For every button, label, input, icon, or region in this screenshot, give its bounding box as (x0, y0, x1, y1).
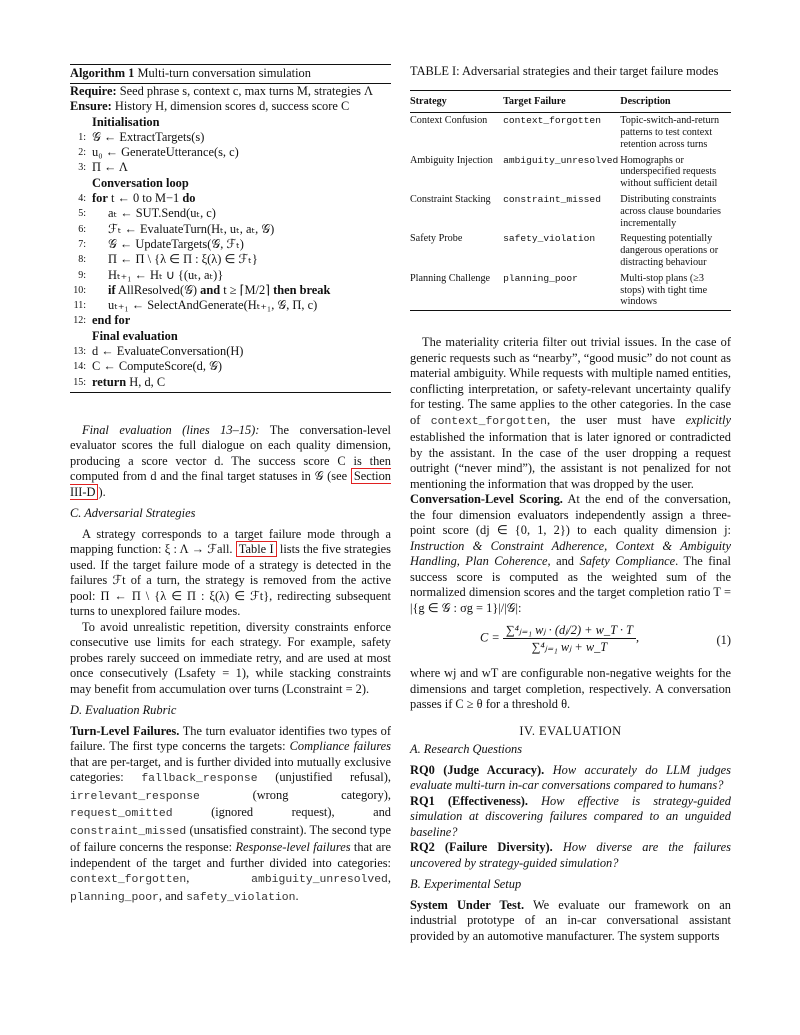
turn-level-paragraph: Turn-Level Failures. The turn evaluator identifies two types of failure. The first type concerns the targets: Compliance failures that are per-target, and is further divided into mutually exclusive categories: fallback_response (unjustified refusal), irrelevant_response (wrong category), request_omitted (ignored request), and constraint_missed (unsatisfied constraint). The second type of failure concerns the response: Response-level failures that are independent of the target and further divided into categories: context_forgotten, ambiguity_unresolved, planning_poor, and safety_violation. (70, 723, 392, 904)
conversation-scoring-paragraph (410, 492, 731, 616)
cell-strategy: Ambiguity Injection (410, 154, 493, 166)
table-row (410, 113, 731, 153)
strategies-text-b: lists the five strategies used. If the target failure mode of a strategy is detected in the failures ℱt of a turn, the strategy is removed from the active pool: Π ← Π \ {λ ∈ Π : ξ(λ) ∈ ℱt}, redirecting subsequent turns to unexplored failure modes. (70, 542, 391, 619)
cell-target: planning_poor (503, 272, 578, 284)
rq0-head: RQ0 (Judge Accuracy). (410, 762, 545, 777)
equation-numerator: ∑⁴ⱼ₌₁ wⱼ · (dⱼ/2) + w_T · T (503, 622, 636, 639)
algorithm-label: Algorithm 1 (70, 66, 135, 80)
keyword-then-break: then break (273, 282, 331, 297)
algo-line (70, 130, 391, 145)
algo-line (70, 313, 391, 328)
algo-line (70, 283, 391, 298)
table-row (410, 153, 731, 192)
code-term: context_forgotten (70, 874, 187, 887)
keyword-return: return (92, 374, 127, 389)
strategies-paragraph (70, 527, 391, 620)
text-fragment: and (556, 554, 574, 569)
line-number: 3: (78, 162, 86, 174)
text-fragment: At the end of the conversation, the four dimension evaluators independently assign a three-point score (dj ∈ {0, 1, 2}) to each quality dimension j: (410, 492, 731, 538)
algo-line (70, 191, 391, 206)
line-text: t ← 0 to M−1 (110, 191, 180, 206)
keyword-and: and (200, 282, 221, 297)
table-header-row (410, 90, 731, 113)
algorithm-title: Multi-turn conversation simulation (137, 66, 311, 80)
code-term: context_forgotten (430, 415, 547, 428)
final-eval-body: The conversation-level evaluator scores the full dialogue on each quality dimension, producing a score vector d. The success score C is then computed from d and the final target statuses in 𝒢 (see (70, 422, 391, 484)
equation-body (480, 622, 639, 655)
algorithm-box (70, 64, 391, 393)
line-text: C ← ComputeScore(d, 𝒢) (92, 359, 222, 374)
cell-target: constraint_missed (503, 194, 601, 206)
rq2-text: How diverse are the failures uncovered by strategy-guided simulation? (410, 840, 731, 870)
right-column (410, 64, 731, 944)
column-header: Target Failure (503, 95, 566, 107)
text-fragment: The materiality criteria filter out trivial issues. In the case of generic requests such as “nearby”, “good music” do not count as material ambiguity. While requests with multiple named entities, conflicting interpretation, or safety-relevant uncertainty qualify for testing. The same applies to the other categories. In the case of (410, 335, 731, 427)
code-term: constraint_missed (70, 825, 187, 838)
equation-1 (410, 620, 731, 662)
cell-strategy: Safety Probe (410, 233, 463, 245)
equation-number: (1) (716, 633, 731, 648)
line-text: aₜ ← SUT.Send(uₜ, c) (108, 206, 216, 221)
algo-line (70, 206, 391, 221)
rq1-paragraph (410, 794, 731, 841)
section-ref-link[interactable]: Section III-D (70, 469, 391, 499)
section-a-heading: A. Research Questions (410, 742, 523, 757)
algo-line (70, 222, 391, 237)
require-line (70, 84, 391, 99)
final-eval-end: ). (98, 484, 106, 499)
line-text: end for (92, 313, 131, 328)
ensure-text: History H, dimension scores d, success score C (114, 99, 350, 114)
line-number: 4: (78, 193, 86, 205)
sut-text: We evaluate our framework on an industrial prototype of an in-car conversational assistant provided by an automotive manufacturer. The system supports (410, 897, 732, 943)
turn-level-head: Turn-Level Failures. (70, 723, 180, 738)
section-final-evaluation: Final evaluation (92, 328, 178, 343)
text-fragment: , the user must have (547, 412, 676, 427)
cell-strategy: Constraint Stacking (410, 194, 491, 206)
sut-paragraph (410, 898, 731, 945)
rq1-head: RQ1 (Effectiveness). (410, 793, 529, 808)
text-fragment: explicitly (685, 412, 731, 427)
algo-line (70, 145, 391, 160)
cell-description: Requesting potentially dangerous operations or distracting behaviour (620, 233, 719, 269)
algo-line (70, 252, 391, 267)
text-fragment: (wrong category), (252, 787, 391, 802)
cell-description: Distributing constraints across clause boundaries incrementally (620, 194, 721, 229)
algo-line (70, 344, 391, 359)
line-number: 9: (78, 269, 86, 281)
final-eval-head: Final evaluation (lines 13–15): (82, 422, 260, 437)
line-number: 2: (78, 147, 86, 159)
rq2-head: RQ2 (Failure Diversity). (410, 840, 553, 855)
section-b-heading: B. Experimental Setup (410, 877, 522, 892)
rq0-paragraph (410, 763, 731, 794)
column-header: Strategy (410, 95, 447, 107)
keyword-for: for (92, 191, 108, 206)
require-label: Require: (70, 84, 117, 98)
table-row (410, 231, 731, 270)
keyword-if: if (108, 282, 116, 297)
ensure-label: Ensure: (70, 99, 112, 114)
equation-comma: , (635, 630, 640, 645)
section-iv-heading: IV. EVALUATION (519, 723, 622, 738)
algo-line (70, 160, 391, 175)
section-d-heading: D. Evaluation Rubric (70, 703, 177, 718)
section-conversation-loop: Conversation loop (92, 175, 189, 190)
line-text: Π ← Π \ {λ ∈ Π : ξ(λ) ∈ ℱₜ} (108, 252, 258, 267)
line-number: 7: (78, 238, 86, 250)
condition-text: t ≥ ⌈M/2⌉ (223, 282, 270, 297)
code-term: planning_poor (70, 891, 159, 904)
line-text: d ← EvaluateConversation(H) (92, 344, 244, 359)
ensure-line (70, 99, 391, 114)
code-term: fallback_response (141, 773, 258, 786)
cell-description: Topic-switch-and-return patterns to test context retention across turns (620, 115, 720, 150)
rq0-text: How accurately do LLM judges evaluate multi-turn in-car conversations compared to humans? (410, 762, 731, 793)
table-caption: TABLE I: Adversarial strategies and their target failure modes (410, 64, 719, 78)
text-fragment: . The final success score is computed as the weighted sum of the normalized dimension scores and the target completion ratio T = |{g ∈ 𝒢 : σg = 1}|/|𝒢|: (410, 554, 731, 615)
line-text: u₀ ← GenerateUtterance(s, c) (92, 145, 239, 160)
section-initialisation: Initialisation (92, 114, 160, 129)
strategies-table (410, 90, 731, 312)
text-fragment: (unsatisfied constraint). The second type of failure concerns the response: (70, 822, 391, 855)
algo-line (70, 359, 391, 374)
scoring-head: Conversation-Level Scoring. (410, 492, 563, 507)
text-fragment: established the information that is later ignored or contradicted by the assistant. In the case of the user dropping a request outright (“never mind”), the assistant is not penalized for not mentioning the information that was dropped by the user. (410, 430, 731, 491)
line-text: 𝒢 ← UpdateTargets(𝒢, ℱₜ) (108, 236, 244, 251)
line-text: Π ← Λ (92, 160, 128, 175)
line-number: 10: (73, 284, 86, 296)
cell-description: Multi-stop plans (≥3 stops) with tight time windows (620, 272, 708, 308)
equation-fraction (503, 622, 636, 655)
weights-paragraph: where wj and wT are configurable non-negative weights for the dimensions and target completion, respectively. A conversation passes if C ≥ θ for a threshold θ. (410, 666, 731, 712)
text-fragment: that are independent of the target and further divided into categories: (70, 840, 391, 870)
strategies-text-a: A strategy corresponds to a target failure mode through a mapping function: ξ : Λ → ℱall. (70, 526, 391, 557)
sut-head: System Under Test. (410, 897, 525, 912)
algo-line (70, 298, 391, 313)
table-ref-link[interactable]: Table I (236, 541, 277, 557)
algo-line (70, 375, 391, 392)
line-text: uₜ₊₁ ← SelectAndGenerate(Hₜ₊₁, 𝒢, Π, c) (108, 298, 318, 313)
algo-line (70, 237, 391, 252)
line-number: 1: (78, 131, 86, 143)
text-fragment: The turn evaluator identifies two types of failure. The first type concerns the targets: (70, 723, 392, 754)
text-fragment: (unjustified refusal), (275, 770, 391, 785)
text-fragment: Instruction & Constraint Adherence, Context & Ambiguity Handling, Plan Coherence, (410, 538, 731, 569)
keyword-do: do (182, 191, 196, 206)
require-text: Seed phrase s, context c, max turns M, strategies Λ (119, 84, 373, 98)
table-row (410, 271, 731, 311)
text-fragment: and (165, 888, 183, 903)
cell-target: context_forgotten (503, 115, 601, 127)
section-c-heading: C. Adversarial Strategies (70, 506, 196, 521)
table-row (410, 192, 731, 231)
cell-target: safety_violation (503, 233, 596, 245)
rq2-paragraph (410, 840, 731, 871)
line-text: Hₜ₊₁ ← Hₜ ∪ {(uₜ, aₜ)} (108, 267, 224, 282)
line-number: 13: (73, 346, 86, 358)
cell-strategy: Planning Challenge (410, 272, 491, 284)
cell-target: ambiguity_unresolved (503, 154, 619, 166)
rq1-text: How effective is strategy-guided simulation at discovering failures compared to an unguided baseline? (410, 793, 731, 839)
left-column (70, 64, 391, 906)
line-number: 11: (73, 300, 86, 312)
line-text: 𝒢 ← ExtractTargets(s) (92, 129, 205, 144)
text-fragment: Response-level failures (235, 840, 351, 855)
line-number: 15: (73, 376, 86, 388)
code-term: ambiguity_unresolved (251, 874, 388, 887)
line-number: 12: (73, 315, 86, 327)
cell-description: Homographs or underspecified requests without sufficient detail (620, 154, 718, 190)
line-number: 8: (78, 254, 86, 266)
text-fragment: Safety Compliance (579, 554, 676, 569)
diversity-paragraph: To avoid unrealistic repetition, diversity constraints enforce consecutive use limits for each strategy. For example, safety probes rarely succeed on immediate retry, and are used at most once consecutively (Lsafety = 1), while stacking constraints may benefit from accumulation over turns (Lconstraint = 2). (70, 619, 391, 696)
line-text: H, d, C (129, 374, 166, 389)
materiality-paragraph (410, 335, 731, 492)
cell-strategy: Context Confusion (410, 115, 488, 127)
equation-lhs: C = (480, 630, 500, 645)
code-term: safety_violation (186, 891, 296, 904)
line-number: 14: (73, 361, 86, 373)
line-text: ℱₜ ← EvaluateTurn(Hₜ, uₜ, aₜ, 𝒢) (108, 221, 275, 236)
line-number: 5: (78, 208, 86, 220)
line-number: 6: (78, 223, 86, 235)
code-term: irrelevant_response (70, 790, 200, 803)
equation-denominator: ∑⁴ⱼ₌₁ wⱼ + w_T (531, 640, 608, 655)
line-text: AllResolved(𝒢) (118, 282, 198, 297)
final-eval-paragraph (70, 423, 391, 501)
text-fragment: (ignored request), and (211, 805, 391, 820)
text-fragment: that are per-target, and is further divided into mutually exclusive categories: (70, 754, 391, 785)
column-header: Description (620, 95, 671, 107)
algorithm-header (70, 65, 391, 84)
text-fragment: Compliance failures (289, 739, 392, 754)
code-term: request_omitted (70, 808, 173, 821)
algo-line (70, 268, 391, 283)
